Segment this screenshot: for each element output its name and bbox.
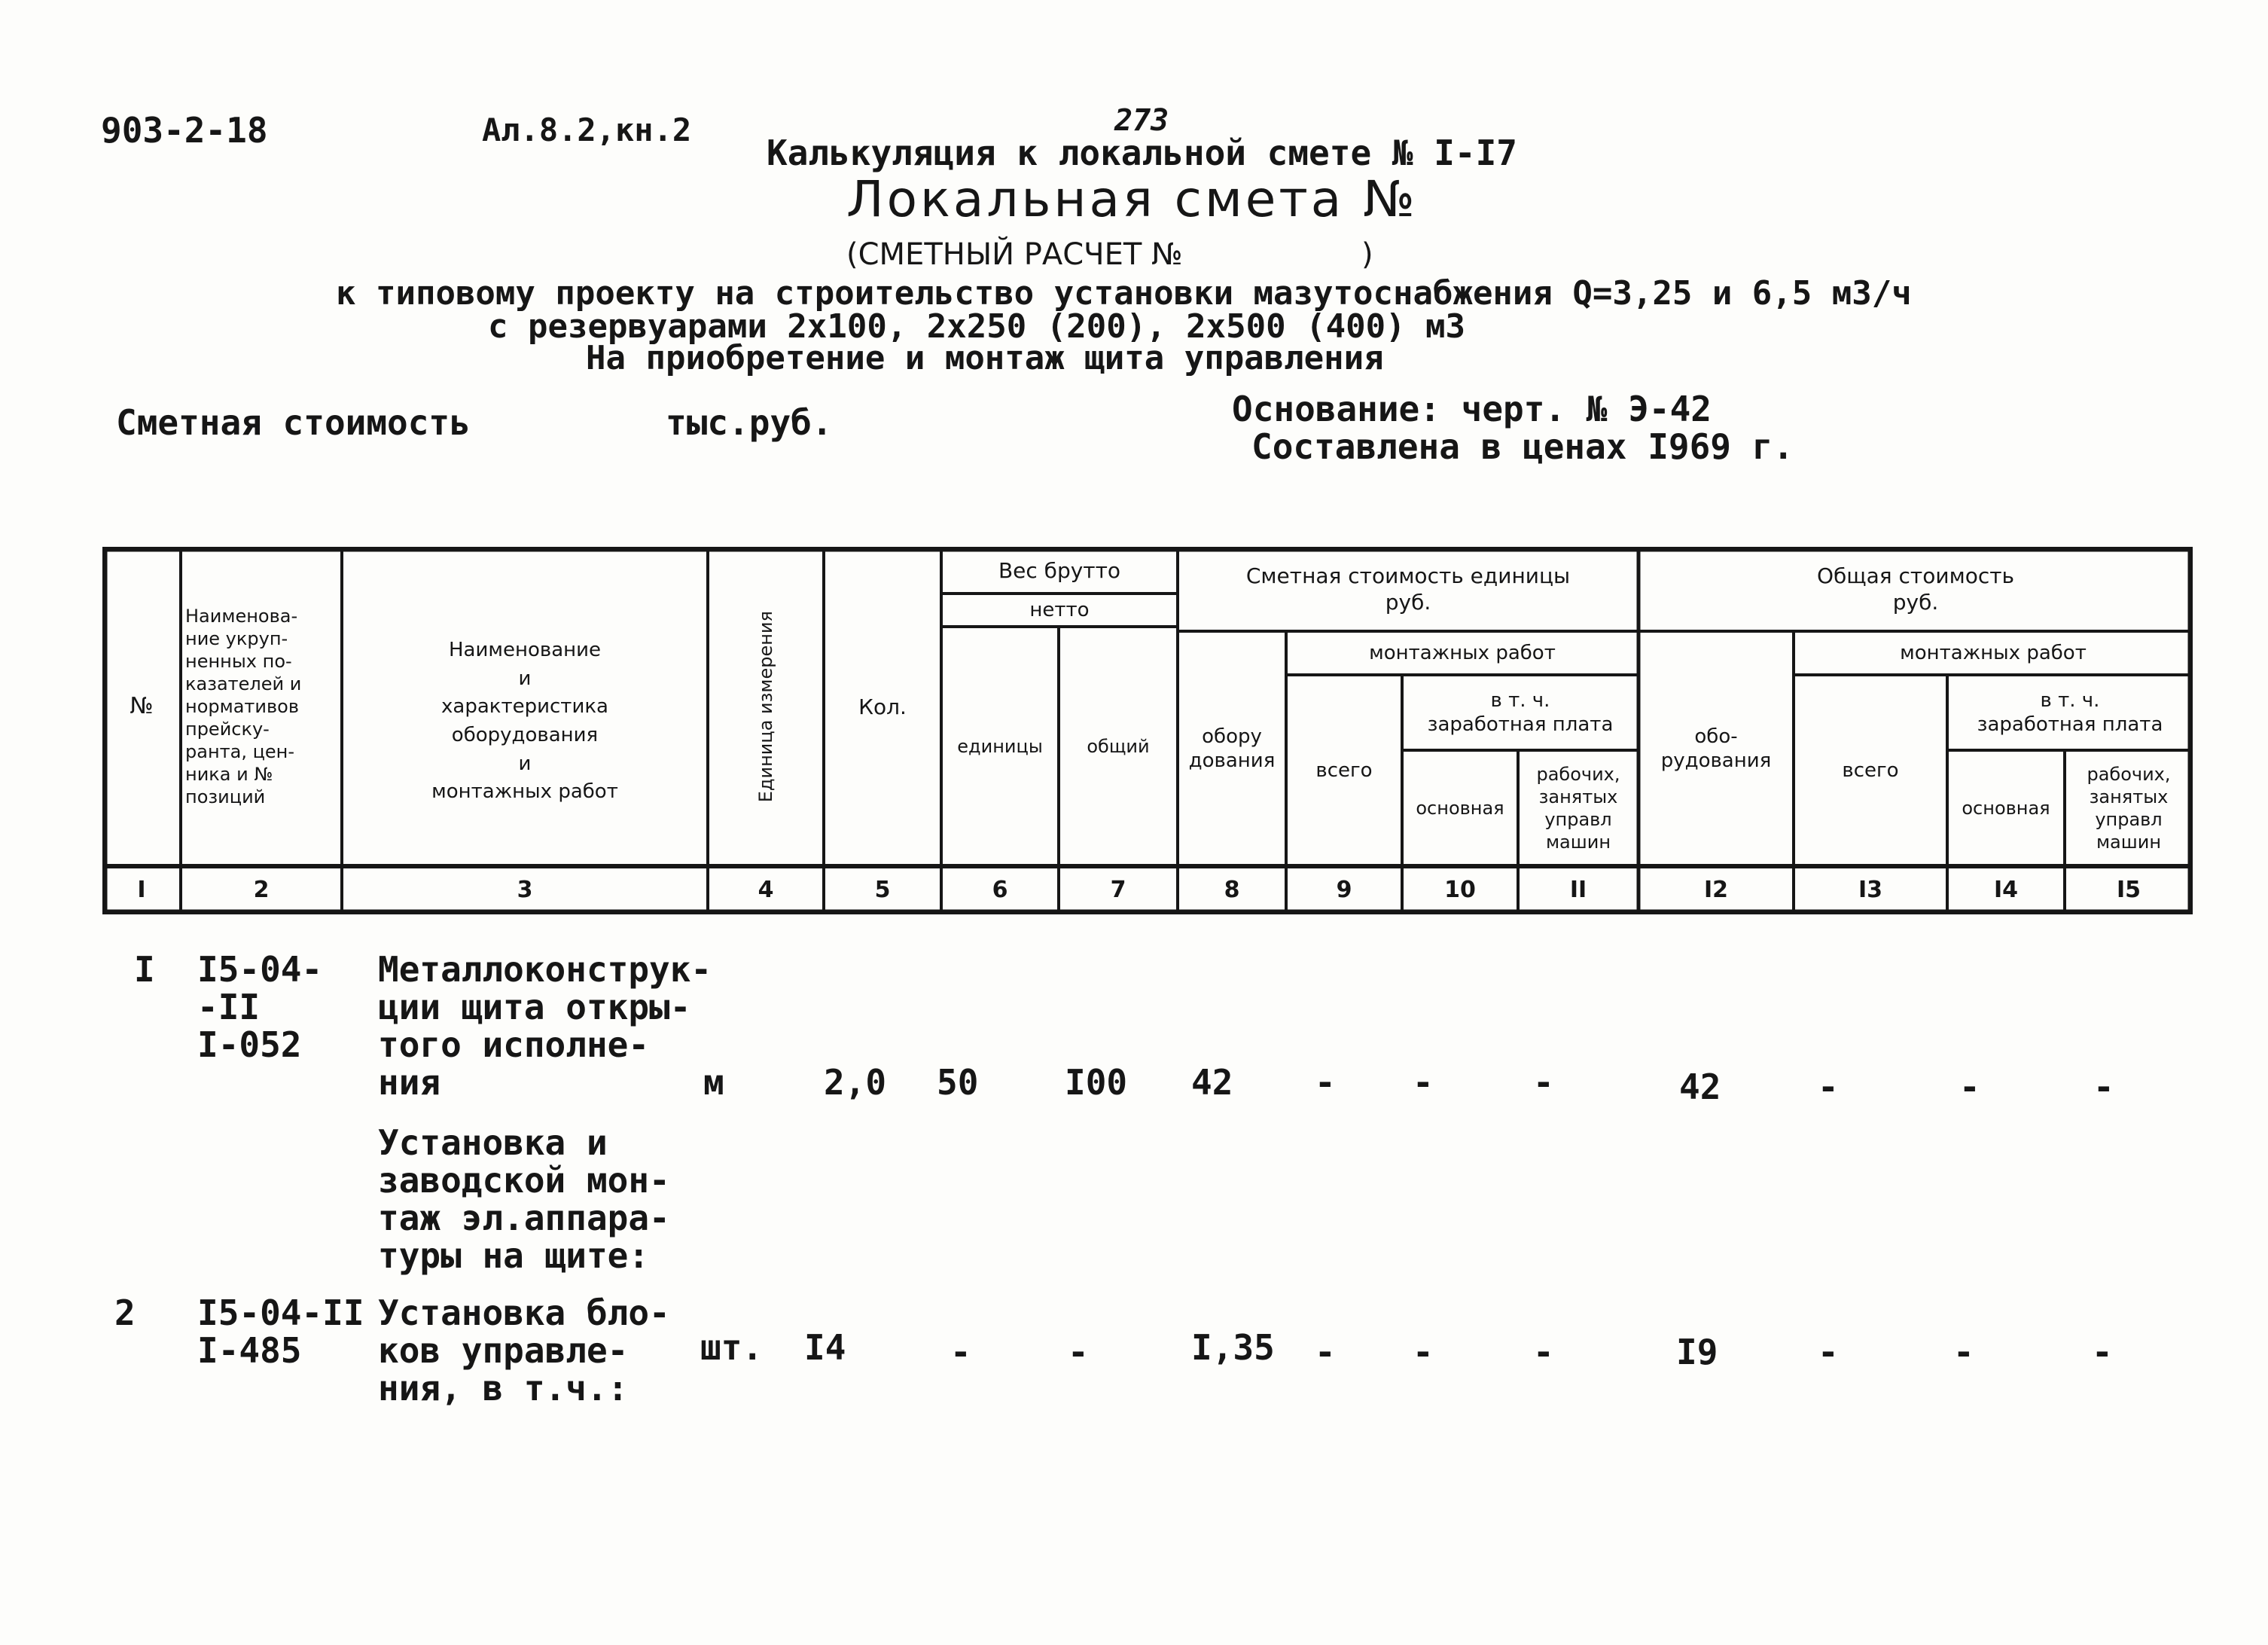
row-install-basic: -: [1413, 1332, 1434, 1372]
header-number: №: [130, 693, 154, 720]
column-number: II: [1569, 877, 1587, 904]
column-number: 6: [992, 877, 1008, 904]
basis-drawing: Основание: черт. № Э-42: [1232, 389, 1712, 429]
album-reference: Ал.8.2,кн.2: [482, 111, 692, 148]
row-install-machine: -: [1533, 1062, 1554, 1103]
row-unit: м: [703, 1062, 724, 1103]
row-equipment-cost: I,35: [1191, 1327, 1275, 1368]
row-install-total: -: [1315, 1062, 1336, 1103]
row-install-basic: -: [1413, 1062, 1434, 1103]
project-description-line-2: с резервуарами 2х100, 2х250 (200), 2х500 (400) м3: [488, 307, 1466, 346]
header-codes: Наименова- ние укруп- ненных по- казателей и нормативов прейску- ранта, цен- ника и № позиций: [185, 606, 302, 807]
header-total-cost-equipment: обо- рудования: [1660, 725, 1772, 772]
row-total-basic: -: [1959, 1067, 1980, 1107]
row-number: 2: [114, 1292, 136, 1333]
column-number: 9: [1336, 877, 1352, 904]
doc-number: 903-2-18: [101, 110, 268, 151]
header-weight-gross: Вес брутто: [998, 557, 1121, 583]
row-section-name: Установка и заводской мон- таж эл.аппара- туры на щите:: [378, 1122, 670, 1276]
column-number: 3: [517, 877, 533, 904]
row-equipment-cost: 42: [1191, 1062, 1233, 1103]
row-quantity: 2,0: [824, 1062, 887, 1103]
row-name: Установка бло- ков управле- ния, в т.ч.:: [378, 1292, 670, 1408]
prices-year: Составлена в ценах I969 г.: [1251, 426, 1794, 467]
header-total-cost-machine-wages: рабочих, занятых управл машин: [2087, 764, 2171, 853]
header-weight-per-unit: единицы: [957, 736, 1043, 757]
header-unit-cost: Сметная стоимость единицы руб.: [1245, 563, 1571, 615]
header-weight-total: общий: [1087, 736, 1150, 757]
row-total-equipment: 42: [1679, 1067, 1721, 1107]
row-total-machine: -: [2093, 1067, 2114, 1107]
row-total-equipment: I9: [1676, 1332, 1718, 1372]
project-description-line-3: На приобретение и монтаж щита управления: [586, 339, 1384, 377]
row-unit: шт.: [700, 1327, 764, 1368]
column-number: 4: [758, 877, 774, 904]
column-number: 5: [874, 877, 891, 904]
row-code: I5-04- -II I-052: [197, 949, 323, 1065]
row-weight-total: -: [1068, 1332, 1089, 1372]
estimated-cost-unit: тыс.руб.: [666, 402, 833, 443]
header-weight-net: нетто: [1029, 598, 1090, 621]
column-number: 10: [1444, 877, 1476, 904]
row-name: Металлоконструк- ции щита откры- того исполне- ния: [378, 949, 712, 1103]
header-unit: Единица измерения: [755, 610, 776, 803]
header-unit-cost-installation: монтажных работ: [1369, 641, 1556, 664]
header-unit-cost-equipment: обору дования: [1188, 725, 1276, 772]
header-total-cost-incl-wages: в т. ч. заработная плата: [1977, 688, 2163, 736]
row-weight-total: I00: [1065, 1062, 1128, 1103]
row-total-install: -: [1818, 1067, 1839, 1107]
row-install-total: -: [1315, 1332, 1336, 1372]
header-total-cost: Общая стоимость руб.: [1816, 563, 2015, 615]
header-name: Наименование и характеристика оборудования и монтажных работ: [431, 638, 618, 804]
row-install-machine: -: [1533, 1332, 1554, 1372]
header-unit-cost-incl-wages: в т. ч. заработная плата: [1427, 688, 1614, 736]
header-unit-cost-basic-wages: основная: [1416, 798, 1504, 819]
row-weight-unit: 50: [937, 1062, 979, 1103]
header-unit-cost-installation-total: всего: [1315, 758, 1373, 782]
column-number: 2: [253, 877, 270, 904]
form-subtitle: (СМЕТНЫЙ РАСЧЕТ №: [846, 237, 1183, 272]
column-number: I: [137, 877, 146, 904]
page-number: 273: [1114, 103, 1169, 138]
column-number: I3: [1858, 877, 1883, 904]
row-total-install: -: [1818, 1332, 1839, 1372]
header-total-cost-installation-total: всего: [1842, 758, 1899, 782]
column-number: I5: [2116, 877, 2141, 904]
header-unit-cost-machine-wages: рабочих, занятых управл машин: [1536, 764, 1620, 853]
row-total-basic: -: [1953, 1332, 1974, 1372]
header-total-cost-basic-wages: основная: [1962, 798, 2050, 819]
row-number: I: [134, 949, 155, 990]
row-total-machine: -: [2092, 1332, 2113, 1372]
header-quantity: Кол.: [858, 694, 907, 719]
header-unit-cell: [708, 547, 824, 866]
column-number: I4: [1993, 877, 2019, 904]
calculation-title: Калькуляция к локальной смете № I-I7: [767, 133, 1517, 173]
project-description-line-1: к типовому проекту на строительство установки мазутоснабжения Q=3,25 и 6,5 м3/ч: [336, 274, 1912, 313]
row-quantity: I4: [804, 1327, 846, 1368]
header-total-cost-installation: монтажных работ: [1900, 641, 2087, 664]
column-number: I2: [1703, 877, 1729, 904]
row-weight-unit: -: [950, 1332, 971, 1372]
estimated-cost-label: Сметная стоимость: [116, 402, 471, 443]
column-number: 8: [1224, 877, 1240, 904]
estimate-table-header: [102, 547, 2193, 914]
row-code: I5-04-II I-485: [197, 1292, 364, 1371]
form-subtitle-close: ): [1361, 237, 1373, 272]
form-title: Локальная смета №: [846, 170, 1418, 228]
column-number: 7: [1110, 877, 1126, 904]
